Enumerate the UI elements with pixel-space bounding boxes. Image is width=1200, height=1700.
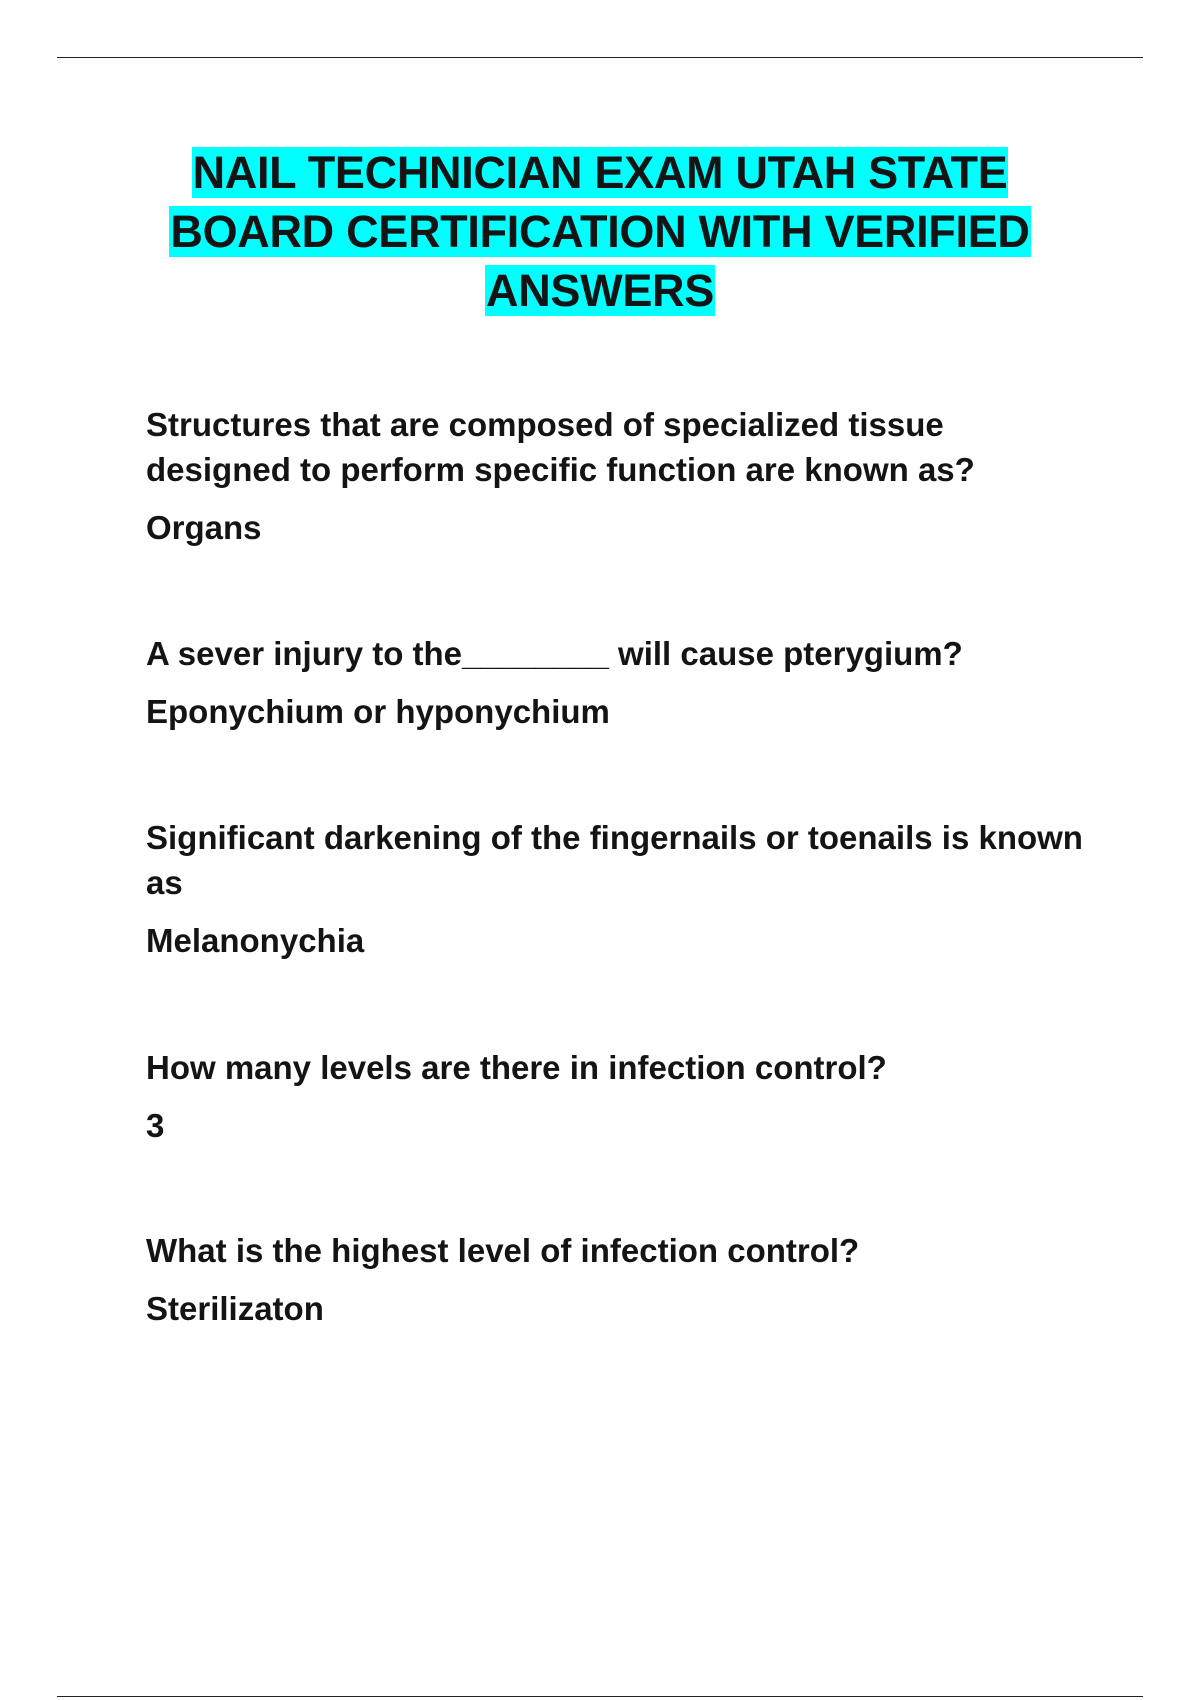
question-text: What is the highest level of infection control? <box>146 1232 860 1269</box>
question-text: How many levels are there in infection control? <box>146 1049 887 1086</box>
answer-text: Sterilizaton <box>146 1290 324 1327</box>
answer-text: Melanonychia <box>146 922 365 959</box>
title-line-3: ANSWERS <box>486 265 714 316</box>
footer-divider <box>57 1696 1143 1697</box>
header-divider <box>57 57 1143 58</box>
answer-text: 3 <box>146 1107 165 1144</box>
question-text: Structures that are composed of specialized tissue designed to perform specific function are known as? <box>146 406 975 488</box>
title-line-2: BOARD CERTIFICATION WITH VERIFIED <box>170 206 1030 257</box>
document-title <box>100 143 1100 320</box>
title-line-1: NAIL TECHNICIAN EXAM UTAH STATE <box>192 147 1008 198</box>
qa-item <box>146 631 1086 734</box>
qa-item <box>146 402 1086 550</box>
question-text: Significant darkening of the fingernails or toenails is known as <box>146 819 1083 901</box>
qa-item <box>146 1228 1086 1331</box>
answer-text: Eponychium or hyponychium <box>146 693 610 730</box>
qa-item <box>146 1045 1086 1148</box>
qa-item <box>146 815 1086 963</box>
question-text: A sever injury to the________ will cause pterygium? <box>146 635 963 672</box>
answer-text: Organs <box>146 509 262 546</box>
